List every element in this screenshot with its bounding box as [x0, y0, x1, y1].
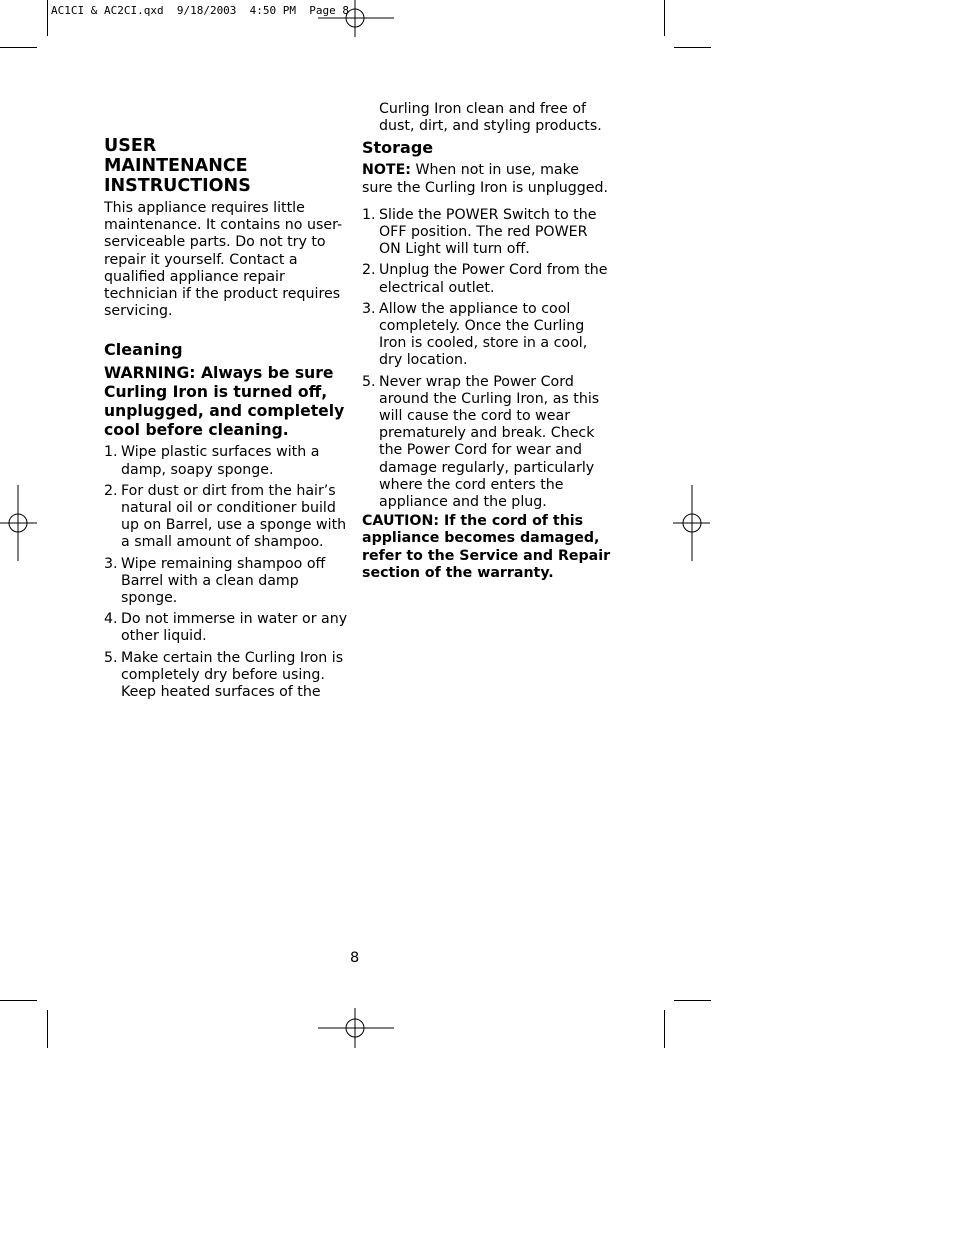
list-item: 4. Do not immerse in water or any other liquid. [104, 611, 348, 645]
registration-mark-top [318, 0, 394, 40]
list-item: 2. Unplug the Power Cord from the electrical outlet. [362, 262, 608, 296]
left-column [104, 136, 354, 705]
note-label: NOTE: [362, 162, 411, 179]
continued-text: Curling Iron clean and free of dust, dirt, and styling products. [379, 101, 602, 135]
list-item: 1. Wipe plastic surfaces with a damp, soapy sponge. [104, 444, 320, 478]
list-item: 2. For dust or dirt from the hair’s natural oil or conditioner build up on Barrel, use a sponge with a small amount of shampoo. [104, 482, 347, 551]
crop-mark-bottom-left-v [47, 1010, 48, 1048]
crop-mark-top-left-h [0, 47, 37, 48]
cleaning-heading: Cleaning [104, 340, 183, 360]
cleaning-steps [104, 444, 354, 701]
list-item: 1. Slide the POWER Switch to the OFF position. The red POWER ON Light will turn off. [362, 206, 597, 258]
page-number: 8 [350, 950, 360, 966]
list-item: 5. Never wrap the Power Cord around the Curling Iron, as this will cause the cord to wear prematurely and break. Check the Power Cord for wear and damage regularly, particularly where the cord enters the appliance and the plug. [362, 373, 600, 511]
crop-mark-bottom-right-h [674, 1000, 711, 1001]
storage-heading: Storage [362, 138, 434, 158]
crop-mark-bottom-right-v [664, 1010, 665, 1048]
crop-mark-top-right-v [664, 0, 665, 36]
crop-mark-top-right-h [674, 47, 711, 48]
intro-paragraph: This appliance requires little maintenance. It contains no user-serviceable parts. Do not try to repair it yourself. Contact a qualified appliance repair technician if the product requires servicing. [104, 200, 343, 320]
right-column [362, 101, 612, 582]
registration-mark-left [0, 485, 40, 561]
crop-mark-bottom-left-h [0, 1000, 37, 1001]
storage-note [362, 162, 612, 196]
caution-text: CAUTION: If the cord of this appliance becomes damaged, refer to the Service and Repair section of the warranty. [362, 513, 611, 581]
list-item: 3. Allow the appliance to cool completely. Once the Curling Iron is cooled, store in a cool, dry location. [362, 300, 588, 369]
registration-mark-bottom [318, 1008, 394, 1048]
section-title: USER MAINTENANCE INSTRUCTIONS [104, 136, 251, 196]
list-item: 3. Wipe remaining shampoo off Barrel with a clean damp sponge. [104, 555, 326, 607]
crop-mark-top-left-v [47, 0, 48, 36]
note-text: When not in use, make sure the Curling Iron is unplugged. [362, 162, 608, 196]
storage-steps [362, 207, 612, 511]
cleaning-warning: WARNING: Always be sure Curling Iron is turned off, unplugged, and completely cool before cleaning. [104, 364, 345, 440]
file-slug: AC1CI & AC2CI.qxd 9/18/2003 4:50 PM Page 8 [51, 4, 350, 17]
list-item: 5. Make certain the Curling Iron is completely dry before using. Keep heated surfaces of the [104, 649, 344, 701]
registration-mark-right [673, 485, 713, 561]
